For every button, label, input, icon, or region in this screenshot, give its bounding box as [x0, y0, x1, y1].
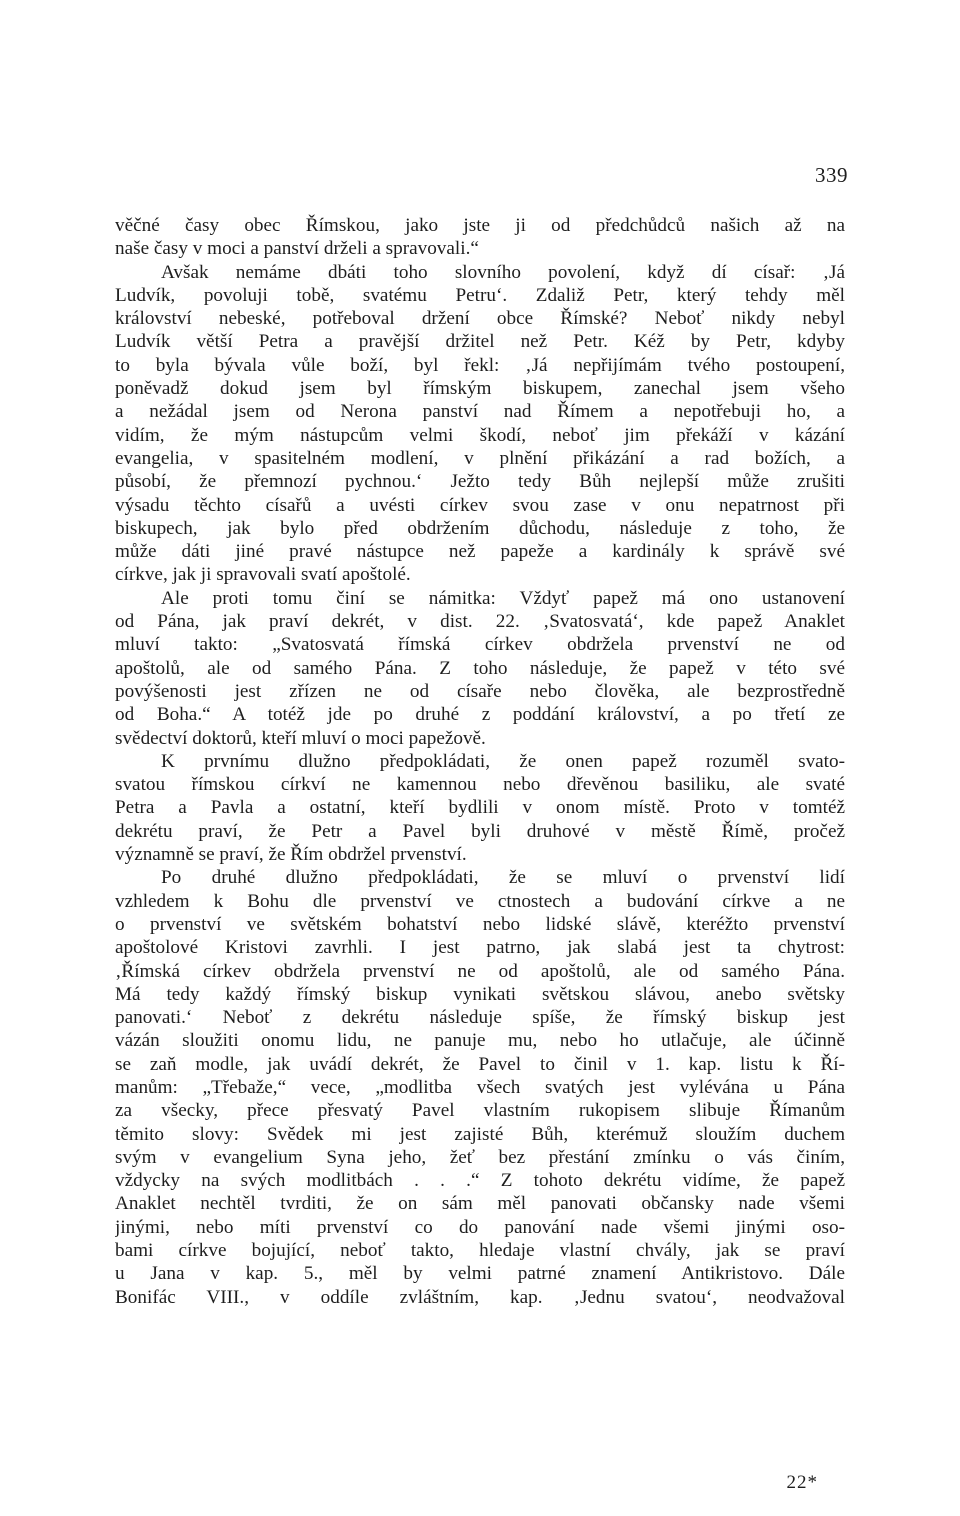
text-line: Petra a Pavla a ostatní, kteří bydlili v onom místě. Proto v tomtéž — [115, 797, 845, 819]
body-text — [115, 214, 845, 1309]
text-line: povýšenosti jest zřízen ne od císaře nebo člověka, ale bezprostředně — [115, 680, 845, 702]
text-line: ‚Římská církev obdržela prvenství ne od apoštolů, ale od samého Pána. — [115, 960, 845, 982]
text-line: se zaň modle, jak uvádí dekrét, že Pavel to činil v 1. kap. listu k Ří- — [115, 1053, 845, 1075]
text-line: za všecky, přece přesvatý Pavel vlastním rukopisem slibuje Římanům — [115, 1100, 845, 1122]
text-line: Ludvík, povoluji tobě, svatému Petru‘. Zdaliž Petr, který tehdy měl — [115, 284, 845, 306]
text-line: významně se praví, že Řím obdržel prvenství. — [115, 844, 467, 866]
text-line: vzhledem k Bohu dle prvenství ve ctnostech a budování církve a ne — [115, 890, 845, 912]
text-line: Bonifác VIII., v oddíle zvláštním, kap. ‚Jednu svatou‘, neodvažoval — [115, 1286, 845, 1308]
text-line: mluví takto: „Svatosvatá římská církev obdržela prvenství ne od — [115, 634, 845, 656]
text-line: panovati.‘ Neboť z dekrétu následuje spíše, že římský biskup jest — [115, 1007, 845, 1029]
text-line: dekrétu praví, že Petr a Pavel byli druhové v městě Římě, pročež — [115, 820, 845, 842]
text-line: vždycky na svých modlitbách . . .“ Z tohoto dekrétu vidíme, že papež — [115, 1170, 845, 1192]
text-line: Ale proti tomu činí se námitka: Vždyť papež má ono ustanovení — [161, 587, 845, 609]
text-line: biskupech, jak bylo před obdržením důchodu, následuje z toho, že — [115, 517, 845, 539]
text-line: věčné časy obec Římskou, jako jste ji od předchůdců našich až na — [115, 215, 845, 236]
text-line: apoštolové Kristovi zavrhli. I jest patrno, jak slabá jest ta chytrost: — [115, 937, 845, 959]
text-line: manům: „Třebaže,“ vece, „modlitba všech svatých jest vylévána u Pána — [115, 1076, 845, 1098]
text-line: jinými, nebo míti prvenství co do panování nade všemi jinými oso- — [115, 1216, 845, 1238]
text-line: výsadu těchto císařů a uvésti církev svou zase v onu nepatrnost při — [115, 494, 845, 516]
text-line: svatou římskou církví ne kamennou nebo dřevěnou basiliku, ale svaté — [115, 774, 845, 796]
text-line: Avšak nemáme dbáti toho slovního povolení, když dí císař: ‚Já — [161, 261, 845, 283]
text-line: svědectví doktorů, kteří mluví o moci papežově. — [115, 727, 486, 749]
text-line: apoštolů, ale od samého Pána. Z toho následuje, že papež v této své — [115, 657, 845, 679]
text-line: a nežádal jsem od Nerona panství nad Římem a nepotřebuji ho, a — [115, 401, 845, 423]
text-line: Anaklet nechtěl tvrditi, že on sám měl panovati občansky nade všemi — [115, 1193, 845, 1215]
text-line: naše časy v moci a panství drželi a spravovali.“ — [115, 238, 479, 260]
text-line: o prvenství ve světském bohatství nebo lidské slávě, kteréžto prvenství — [115, 913, 845, 935]
text-line: K prvnímu dlužno předpokládati, že onen papež rozuměl svato- — [161, 750, 845, 772]
text-line: bami církve bojující, neboť takto, hledaje vlastní chvály, jak se praví — [115, 1240, 845, 1262]
text-line: může dáti jiné pravé nástupce než papeže a kardinály k správě své — [115, 541, 845, 563]
text-line: Má tedy každý římský biskup vynikati světskou slávou, anebo světsky — [115, 983, 845, 1005]
text-line: evangelia, v spasitelném modlení, v plnění přikázání a rad božích, a — [115, 447, 845, 469]
text-line: království nebeské, potřeboval držení obce Římské? Neboť nikdy nebyl — [115, 308, 845, 330]
signature-mark: 22* — [786, 1472, 818, 1493]
text-line: církve, jak ji spravovali svatí apoštolé. — [115, 564, 411, 586]
text-line: poněvadž dokud jsem byl římským biskupem, zanechal jsem všeho — [115, 378, 845, 400]
text-line: od Pána, jak praví dekrét, v dist. 22. ‚Svatosvatá‘, kde papež Anaklet — [115, 611, 845, 633]
text-line: Po druhé dlužno předpokládati, že se mluví o prvenství lidí — [161, 867, 845, 889]
text-line: to byla bývala vůle boží, byl řekl: ‚Já nepřijímám tvého postoupení, — [115, 354, 845, 376]
text-line: svým v evangelium Syna jeho, žeť bez přestání zmínku o vás činím, — [115, 1146, 845, 1168]
text-line: vázán sloužiti onomu lidu, ne panuje mu, nebo ho utlačuje, ale účinně — [115, 1030, 845, 1052]
text-line: působí, že přemnozí pychnou.‘ Ježto tedy Bůh nejlepší může zrušiti — [115, 471, 845, 493]
text-line: vidím, že mým nástupcům velmi škodí, neboť jim překáží v kázání — [115, 424, 845, 446]
text-line: těmito slovy: Svědek mi jest zajisté Bůh, kterémuž sloužím duchem — [115, 1123, 845, 1145]
text-line: Ludvík větší Petra a pravější držitel než Petr. Kéž by Petr, kdyby — [115, 331, 845, 353]
text-line: u Jana v kap. 5., měl by velmi patrné znamení Antikristovo. Dále — [115, 1263, 845, 1285]
text-line: od Boha.“ A totéž jde po druhé z poddání království, a po třetí ze — [115, 704, 845, 726]
page-number: 339 — [815, 163, 848, 187]
